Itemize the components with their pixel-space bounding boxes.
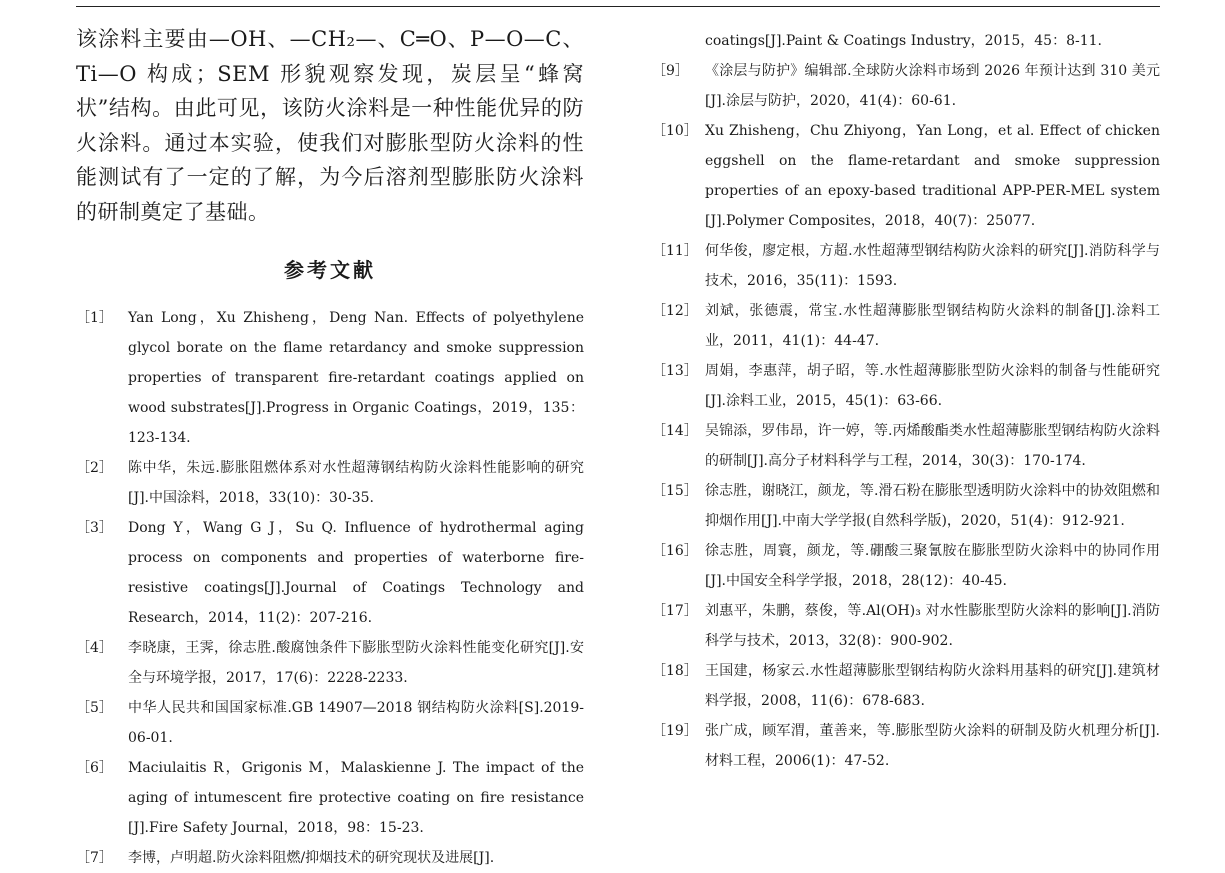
reference-text: 徐志胜，周寰，颜龙，等.硼酸三聚氰胺在膨胀型防火涂料中的协同作用[J].中国安全科学学报，2018，28(12)：40-45. <box>705 543 1160 589</box>
reference-text: Maciulaitis R，Grigonis M，Malaskienne J. The impact of the aging of intumescent fire protective coating on fire resistance [J].Fire Safety Journal，2018，98：15-23. <box>128 759 584 836</box>
reference-text: Dong Y，Wang G J，Su Q. Influence of hydrothermal aging process on components and properties of waterborne fire-resistive coatings[J].Journal of Coatings Technology and Research，2014，11(2)：207-216. <box>128 519 584 626</box>
reference-text: 刘惠平，朱鹏，蔡俊，等.Al(OH)₃ 对水性膨胀型防火涂料的影响[J].消防科学与技术，2013，32(8)：900-902. <box>705 603 1160 649</box>
reference-item <box>652 416 1160 476</box>
reference-number: ［18］ <box>652 663 698 679</box>
reference-item <box>76 303 584 453</box>
top-rule <box>76 6 1160 7</box>
reference-item <box>76 453 584 513</box>
reference-text: 张广成，顾军渭，董善来，等.膨胀型防火涂料的研制及防火机理分析[J].材料工程，2006(1)：47-52. <box>705 723 1160 769</box>
reference-item <box>76 843 584 873</box>
reference-item <box>76 693 584 753</box>
reference-text: 徐志胜，谢晓江，颜龙，等.滑石粉在膨胀型透明防火涂料中的协效阻燃和抑烟作用[J].中南大学学报(自然科学版)，2020，51(4)：912-921. <box>705 483 1160 529</box>
reference-number: ［5］ <box>76 699 113 716</box>
reference-number: ［7］ <box>76 849 113 866</box>
reference-item <box>652 476 1160 536</box>
reference-number: ［14］ <box>652 423 698 439</box>
reference-item <box>652 236 1160 296</box>
reference-text: 刘斌，张德震，常宝.水性超薄膨胀型钢结构防火涂料的制备[J].涂料工业，2011，41(1)：44-47. <box>705 303 1160 349</box>
reference-number <box>652 26 705 56</box>
reference-text: 李博，卢明超.防火涂料阻燃/抑烟技术的研究现状及进展[J]. <box>128 849 495 866</box>
reference-number: ［16］ <box>652 543 698 559</box>
reference-text: 王国建，杨家云.水性超薄膨胀型钢结构防火涂料用基料的研究[J].建筑材料学报，2008，11(6)：678-683. <box>705 663 1160 709</box>
reference-item <box>652 596 1160 656</box>
reference-text: 吴锦添，罗伟昂，许一婷，等.丙烯酸酯类水性超薄膨胀型钢结构防火涂料的研制[J].高分子材料科学与工程，2014，30(3)：170-174. <box>705 423 1160 469</box>
reference-number: ［4］ <box>76 639 113 656</box>
references-heading: 参考文献 <box>284 257 376 282</box>
reference-text: 陈中华，朱远.膨胀阻燃体系对水性超薄钢结构防火涂料性能影响的研究[J].中国涂料，2018，33(10)：30-35. <box>128 459 584 506</box>
reference-item <box>652 536 1160 596</box>
left-reference-list <box>76 303 584 873</box>
right-column <box>652 26 1160 776</box>
reference-number: ［19］ <box>652 723 698 739</box>
reference-item <box>652 26 1160 56</box>
right-reference-list <box>652 26 1160 776</box>
reference-number: ［2］ <box>76 459 113 476</box>
reference-text: 李晓康，王霁，徐志胜.酸腐蚀条件下膨胀型防火涂料性能变化研究[J].安全与环境学报，2017，17(6)：2228-2233. <box>128 639 584 686</box>
reference-item <box>652 56 1160 116</box>
reference-item <box>76 753 584 843</box>
reference-text: coatings[J].Paint & Coatings Industry，2015，45：8-11. <box>705 33 1102 49</box>
reference-number: ［6］ <box>76 759 113 776</box>
reference-number: ［17］ <box>652 603 698 619</box>
conclusion-paragraph: 该涂料主要由—OH、—CH₂—、C═O、P—O—C、Ti—O 构成；SEM 形貌观察发现，炭层呈“蜂窝状”结构。由此可见，该防火涂料是一种性能优异的防火涂料。通过本实验，使我们对膨胀型防火涂料的性能测试有了一定的了解，为今后溶剂型膨胀防火涂料的研制奠定了基础。 <box>76 27 584 224</box>
reference-text: Xu Zhisheng，Chu Zhiyong，Yan Long，et al. Effect of chicken eggshell on the flame-retardant and smoke suppression properties of an epoxy-based traditional APP-PER-MEL system [J].Polymer Composites，2018，40(7)：25077. <box>705 123 1160 229</box>
reference-item <box>652 296 1160 356</box>
reference-item <box>76 513 584 633</box>
reference-item <box>652 116 1160 236</box>
reference-number: ［12］ <box>652 303 698 319</box>
reference-number: ［15］ <box>652 483 698 499</box>
reference-text: 周娟，李惠萍，胡子昭，等.水性超薄膨胀型防火涂料的制备与性能研究[J].涂料工业，2015，45(1)：63-66. <box>705 363 1160 409</box>
reference-number: ［10］ <box>652 123 698 139</box>
reference-text: 何华俊，廖定根，方超.水性超薄型钢结构防火涂料的研究[J].消防科学与技术，2016，35(11)：1593. <box>705 243 1160 289</box>
reference-text: Yan Long，Xu Zhisheng，Deng Nan. Effects of polyethylene glycol borate on the flame retardancy and smoke suppression properties of transparent fire-retardant coatings applied on wood substrates[J].Progress in Organic Coatings，2019，135：123-134. <box>128 309 584 446</box>
reference-text: 《涂层与防护》编辑部.全球防火涂料市场到 2026 年预计达到 310 美元[J].涂层与防护，2020，41(4)：60-61. <box>705 63 1160 109</box>
reference-number: ［3］ <box>76 519 113 536</box>
reference-item <box>652 716 1160 776</box>
left-column <box>76 22 584 873</box>
reference-number: ［13］ <box>652 363 698 379</box>
reference-number: ［11］ <box>652 243 698 259</box>
reference-item <box>76 633 584 693</box>
reference-number: ［1］ <box>76 309 113 326</box>
reference-text: 中华人民共和国国家标准.GB 14907—2018 钢结构防火涂料[S].2019-06-01. <box>128 699 584 746</box>
reference-item <box>652 356 1160 416</box>
reference-number: ［9］ <box>652 63 689 79</box>
reference-item <box>652 656 1160 716</box>
